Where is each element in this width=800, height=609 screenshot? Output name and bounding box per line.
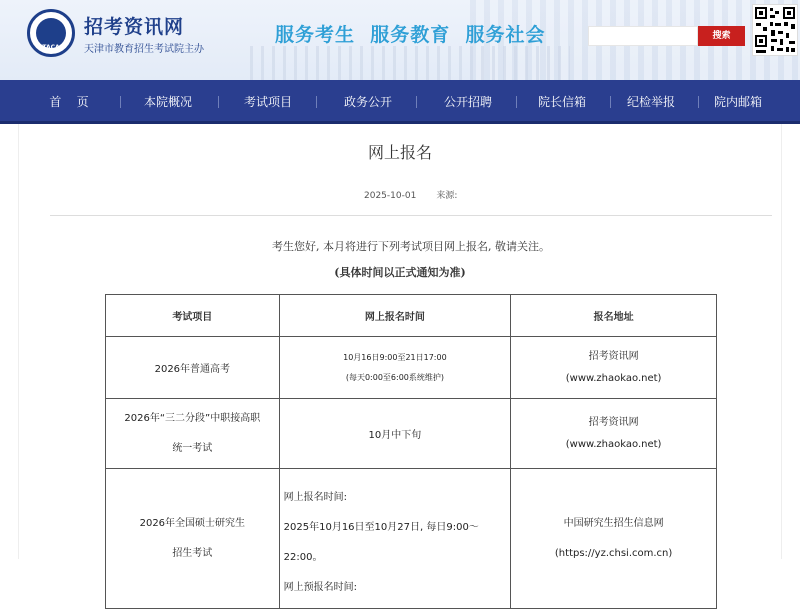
page-title: 网上报名 [367, 143, 432, 162]
cell-address [511, 399, 717, 469]
logo-text: TACA [42, 44, 60, 51]
header-background-pattern [250, 46, 570, 80]
article-date: 2025-10-01 [364, 191, 417, 201]
cell-address-line: 招考资讯网 [588, 416, 639, 428]
cell-time-line: 10月16日9:00至21日17:00 [343, 352, 447, 362]
cell-address [511, 469, 717, 609]
cell-time-line: 2025年10月16日至10月27日, 每日9:00～22:00。 [283, 522, 479, 563]
cell-time [279, 469, 511, 609]
cell-time-line: 网上预报名时间: [283, 582, 358, 593]
cell-project-line: 2026年全国硕士研究生 [139, 517, 246, 529]
cell-address-link[interactable]: (https://yz.chsi.com.cn) [554, 547, 673, 559]
site-logo[interactable] [27, 9, 75, 57]
search-input[interactable] [588, 26, 698, 46]
table-row [106, 337, 717, 399]
nav-item-president-mailbox[interactable]: 院长信箱 [537, 95, 586, 109]
article-source-label: 来源: [436, 191, 458, 201]
cell-address-link[interactable]: (www.zhaokao.net) [565, 438, 662, 450]
cell-time-line: (每天0:00至6:00系统维护) [345, 372, 444, 382]
column-header-time: 网上报名时间 [279, 295, 511, 337]
nav-item-exams[interactable]: 考试项目 [243, 95, 292, 109]
nav-item-affairs[interactable]: 政务公开 [343, 95, 392, 109]
site-header [0, 0, 800, 80]
site-name[interactable]: 招考资讯网 [84, 16, 185, 38]
nav-item-about[interactable]: 本院概况 [143, 95, 192, 109]
nav-item-home[interactable]: 首 页 [49, 95, 89, 109]
column-header-address: 报名地址 [511, 295, 717, 337]
divider [50, 215, 772, 216]
article-intro: 考生您好, 本月将进行下列考试项目网上报名, 敬请关注。 [272, 240, 550, 253]
cell-address [511, 337, 717, 399]
header-slogan: 服务考生 服务教育 服务社会 [275, 24, 546, 46]
table-row [106, 399, 717, 469]
cell-time [279, 337, 511, 399]
cell-project-line: 统一考试 [172, 442, 213, 454]
cell-address-line: 招考资讯网 [588, 350, 639, 362]
cell-time: 10月中下旬 [279, 399, 511, 469]
table-row [106, 469, 717, 609]
cell-project [106, 469, 280, 609]
article-note: (具体时间以正式通知为准) [334, 266, 466, 279]
site-subtitle: 天津市教育招生考试院主办 [84, 44, 204, 55]
column-header-project: 考试项目 [106, 295, 280, 337]
nav-divider [416, 96, 417, 108]
table-header-row [106, 295, 717, 337]
nav-divider [610, 96, 611, 108]
nav-item-recruitment[interactable]: 公开招聘 [443, 95, 492, 109]
nav-divider [516, 96, 517, 108]
cell-time-line: 网上报名时间: [283, 492, 348, 503]
cell-address-line: 中国研究生招生信息网 [563, 517, 664, 529]
nav-divider [698, 96, 699, 108]
nav-item-internal-mail[interactable]: 院内邮箱 [713, 95, 762, 109]
nav-divider [120, 96, 121, 108]
nav-item-report[interactable]: 纪检举报 [626, 95, 675, 109]
article-meta [364, 188, 477, 201]
cell-project: 2026年普通高考 [106, 337, 280, 399]
nav-divider [316, 96, 317, 108]
cell-project-line: 招生考试 [172, 547, 213, 559]
qr-code-icon [752, 4, 798, 56]
cell-project-line: 2026年“三二分段”中职接高职 [124, 412, 261, 424]
cell-address-link[interactable]: (www.zhaokao.net) [565, 372, 662, 384]
search-button[interactable]: 搜索 [698, 26, 745, 46]
cell-project [106, 399, 280, 469]
main-nav [0, 80, 800, 124]
exam-registration-table [105, 294, 717, 609]
nav-divider [218, 96, 219, 108]
